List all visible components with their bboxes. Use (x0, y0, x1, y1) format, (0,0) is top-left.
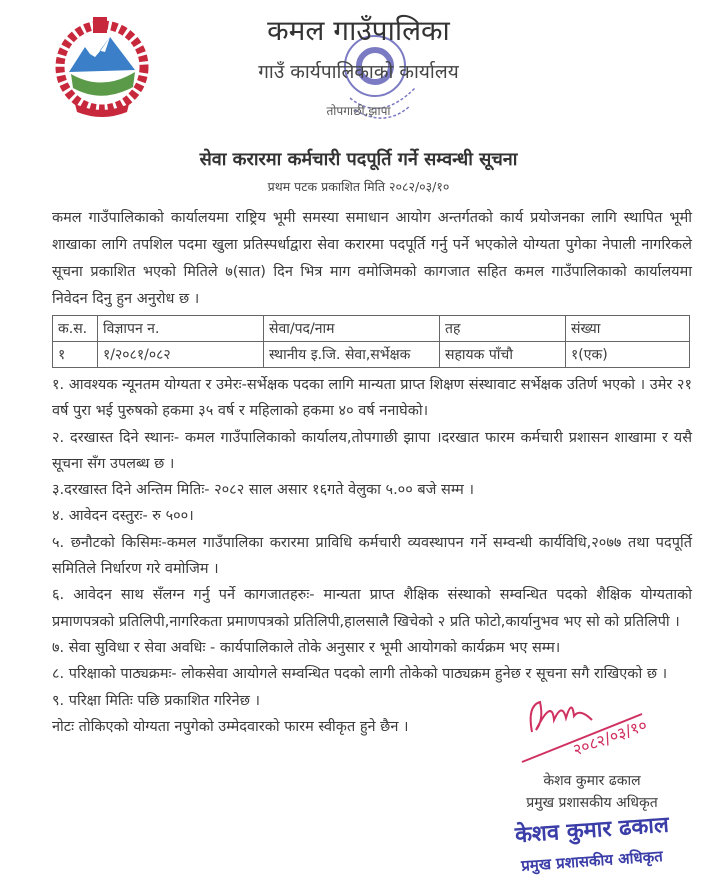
handwritten-signature (512, 692, 672, 770)
signatory-name: केशव कुमार ढकाल (543, 772, 641, 789)
office-name: गाउँ कार्यपालिकाको कार्यालय (258, 61, 459, 83)
title-stamp: प्रमुख प्रशासकीय अधिकृत (520, 846, 664, 875)
table-cell: १(एक) (566, 342, 690, 368)
list-item: ७. सेवा सुविधा र सेवा अवधिः - कार्यपालिकाले तोके अनुसार र भूमी आयोगको कार्यक्रम भए सम्म। (52, 639, 561, 656)
list-item: ६. आवेदन साथ सँलग्न गर्नु पर्ने कागजातहरुः- मान्यता प्राप्त शैक्षिक संस्थाको सम्वन्धित पदको शैक्षिक योग्यताको प्रमाणपत्रको प्रतिलिपी,नागरिकता प्रमाणपत्रको प्रतिलिपी,हालसालै खिचेको २ प्रति फोटो,कार्यानुभव भए सो को प्रतिलिपी । (52, 587, 692, 630)
vacancy-table (52, 315, 690, 368)
name-stamp: केशव कुमार ढकाल (514, 812, 670, 848)
list-item: ८. परिक्षाको पाठ्यक्रमः- लोकसेवा आयोगले सम्वन्धित पदको लागी तोकेको पाठ्यक्रम हुनेछ र सूचना सगै राखिएको छ । (52, 666, 668, 683)
list-item: २. दरखास्त दिने स्थानः- कमल गाउँपालिकाको कार्यालय,तोपगाछी झापा ।दरखात फारम कर्मचारी प्रशासन शाखामा र यसै सूचना सँग उपलब्ध छ । (52, 429, 692, 472)
notice-title: सेवा करारमा कर्मचारी पदपूर्ति गर्ने सम्वन्धी सूचना (199, 149, 518, 170)
table-cell: स्थानीय इ.जि. सेवा,सर्भेक्षक (264, 342, 440, 368)
table-header: संख्या (566, 316, 690, 342)
table-cell: १ (53, 342, 98, 368)
table-row (53, 342, 690, 368)
list-item: १. आवश्यक न्यूनतम योग्यता र उमेरः-सर्भेक्षक पदका लागि मान्यता प्राप्त शिक्षण संस्थावाट सर्भेक्षक उतिर्ण भएको । उमेर २१ वर्ष पुरा भई पुरुषको हकमा ३५ वर्ष र महिलाको हकमा ४० वर्ष ननाघेको। (52, 377, 692, 420)
office-location: तोपगाछी,झापा (326, 104, 391, 118)
organization-name: कमल गाउँपालिका (267, 14, 450, 47)
table-header: तह (440, 316, 566, 342)
notice-intro: कमल गाउँपालिकाको कार्यालयमा राष्ट्रिय भूमी समस्या समाधान आयोग अन्तर्गतको कार्य प्रयोजनका लागि स्थापित भूमी शाखाका लागि तपशिल पदमा खुला प्रतिस्पर्धाद्वारा सेवा करारमा पदपूर्ति गर्नु पर्ने भएकोले योग्यता पुगेका नेपाली नागरिकले सूचना प्रकाशित भएको मितिले ७(सात) दिन भित्र माग वमोजिमको कागजात सहित कमल गाउँपालिकाको कार्यालयमा निवेदन दिनु हुन अनुरोध छ । (52, 210, 692, 307)
signature-block (492, 692, 692, 875)
table-header: विज्ञापन न. (98, 316, 264, 342)
publish-date: प्रथम पटक प्रकाशित मिति २०८२/०३/१० (267, 179, 450, 194)
list-item: ९. परिक्षा मितिः पछि प्रकाशित गरिनेछ । (52, 692, 260, 709)
signatory-title: प्रमुख प्रशासकीय अधिकृत (526, 794, 658, 811)
list-item: ५. छनौटको किसिमः-कमल गाउँपालिका करारमा प्राविधि कर्मचारी व्यवस्थापन गर्ने सम्वन्धी कार्यविधि,२०७७ तथा पदपूर्ति समितिले निर्धारण गरे वमोजिम । (52, 534, 692, 578)
note: नोटः तोकिएको योग्यता नपुगेको उम्मेदवारको फारम स्वीकृत हुने छैन । (52, 718, 409, 735)
list-item: ४. आवेदन दस्तुरः- रु ५००। (52, 508, 194, 525)
list-item: ३.दरखास्त दिने अन्तिम मितिः- २०८२ साल असार १६गते वेलुका ५.०० बजे सम्म । (52, 482, 474, 499)
table-cell: १/२०८१/०८२ (98, 342, 264, 368)
table-header-row (53, 316, 690, 342)
table-header: क.स. (53, 316, 98, 342)
notice-body (52, 205, 692, 892)
notice-items (52, 372, 692, 875)
table-cell: सहायक पाँचौ (440, 342, 566, 368)
signature-date: २०८२/०३/१० (570, 714, 650, 760)
table-header: सेवा/पद/नाम (264, 316, 440, 342)
